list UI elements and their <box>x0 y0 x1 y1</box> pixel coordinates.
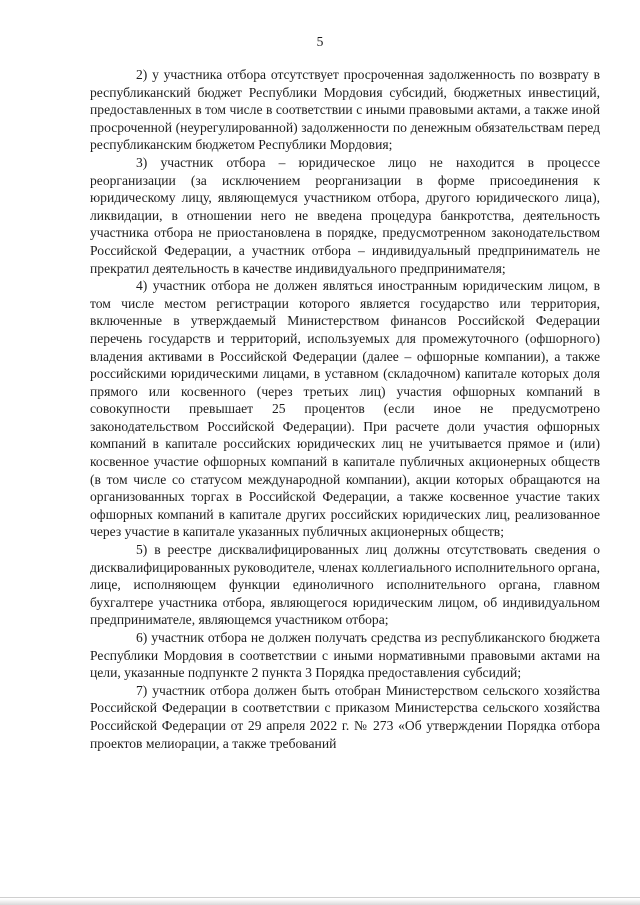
paragraph-item-7: 7) участник отбора должен быть отобран Министерством сельского хозяйства Российской Федерации в соответствии с приказом Министерства сельского хозяйства Российской Федерации от 29 апреля 2022 г. № 273 «Об утверждении Порядка отбора проектов мелиорации, а также требований <box>90 682 600 751</box>
paragraph-item-5: 5) в реестре дисквалифицированных лиц должны отсутствовать сведения о дисквалифицированных руководителе, членах коллегиального исполнительного органа, лице, исполняющем функции единоличного исполнительного органа, главном бухгалтере участника отбора, являющегося юридическим лицом, об индивидуальном предпринимателе, являющемся участником отбора; <box>90 542 600 628</box>
paragraph-item-2: 2) у участника отбора отсутствует просроченная задолженность по возврату в республиканский бюджет Республики Мордовия субсидий, бюджетных инвестиций, предоставленных в том числе в соответствии с иными правовыми актами, а также иной просроченной (неурегулированной) задолженности по денежным обязательствам перед республиканским бюджетом Республики Мордовия; <box>90 67 600 153</box>
scan-edge-shadow <box>0 899 640 905</box>
paragraph-item-3: 3) участник отбора – юридическое лицо не находится в процессе реорганизации (за исключением реорганизации в форме присоединения к юридическому лицу, являющемуся участником отбора, другого юридического лица), ликвидации, в отношении него не введена процедура банкротства, деятельность участника отбора не приостановлена в порядке, предусмотренном законодательством Российской Федерации, а участник отбора – индивидуальный предприниматель не прекратил деятельность в качестве индивидуального предпринимателя; <box>90 154 600 276</box>
paragraph-item-6: 6) участник отбора не должен получать средства из республиканского бюджета Республики Мордовия в соответствии с иными нормативными правовыми актами на цели, указанные подпункте 2 пункта 3 Порядка предоставления субсидий; <box>90 630 600 681</box>
document-body <box>90 66 600 752</box>
page-number: 5 <box>316 34 324 49</box>
scan-edge-line <box>0 897 640 898</box>
paragraph-item-4: 4) участник отбора не должен являться иностранным юридическим лицом, в том числе местом регистрации которого является государство или территория, включенные в утверждаемый Министерством финансов Российской Федерации перечень государств и территорий, используемых для промежуточного (офшорного) владения активами в Российской Федерации (далее – офшорные компании), а также российскими юридическими лицами, в уставном (складочном) капитале которых доля прямого или косвенного (через третьих лиц) участия офшорных компаний в совокупности превышает 25 процентов (если иное не предусмотрено законодательством Российской Федерации). При расчете доли участия офшорных компаний в капитале российских юридических лиц не учитывается прямое и (или) косвенное участие офшорных компаний в капитале публичных акционерных обществ (в том числе со статусом международной компании), акции которых обращаются на организованных торгах в Российской Федерации, а также косвенное участие таких офшорных компаний в капитале других российских юридических лиц, реализованное через участие в капитале указанных публичных акционерных обществ; <box>90 278 600 540</box>
